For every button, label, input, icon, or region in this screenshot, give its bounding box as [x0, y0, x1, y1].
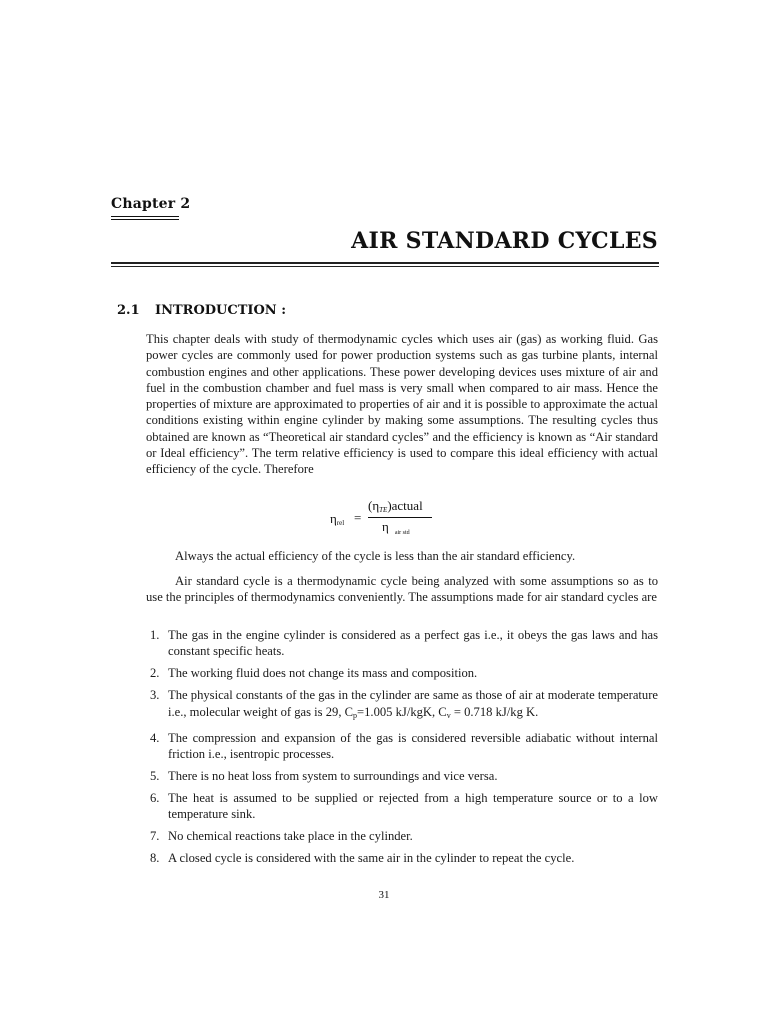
list-item-number: 8. [150, 851, 160, 866]
formula-numerator-subscript: TE [379, 506, 388, 514]
list-item [146, 627, 658, 660]
chapter-label-underline-second [111, 219, 179, 220]
list-item [146, 850, 658, 866]
formula-equals: = [354, 510, 362, 525]
list-item [146, 687, 658, 724]
title-rule-thin [111, 266, 659, 267]
section-title: INTRODUCTION : [155, 303, 287, 318]
formula-numerator: (ηTE)actual [368, 498, 423, 514]
formula-lhs-subscript: rel [336, 519, 345, 527]
list-item-number: 2. [150, 666, 160, 681]
list-item-number: 7. [150, 829, 160, 844]
list-item-number: 4. [150, 730, 160, 745]
list-item-number: 6. [150, 790, 160, 805]
cp-subscript: p [353, 710, 358, 720]
formula-lhs: ηrel [330, 511, 345, 527]
title-rule-thick [111, 262, 659, 264]
list-item-text: A closed cycle is considered with the same air in the cylinder to repeat the cycle. [168, 851, 575, 866]
cv-subscript: v [446, 710, 451, 720]
page-number: 31 [378, 889, 390, 901]
list-item-text: The working fluid does not change its mass and composition. [168, 666, 478, 681]
formula-denominator-subscript: air std [394, 530, 410, 536]
formula-fraction-bar [368, 517, 432, 518]
list-item [146, 768, 658, 784]
chapter-label: Chapter 2 [111, 196, 191, 212]
list-item-text: The physical constants of the gas in the cylinder are same as those of air at moderate temperature i.e., molecular weight of gas is 29, $C_p=1.005$ kJ/kgK, $C_v = 0.718$ kJ/kg K. [168, 688, 658, 720]
intro-paragraph: This chapter deals with study of thermodynamic cycles which uses air (gas) as working fluid. Gas power cycles are commonly used for power production systems such as gas turbine plants, internal combustion engines and other applications. These power developing devices uses mixture of air and fuel in the combustion chamber and fuel mass is very small when compared to air mass. Hence the properties of mixture are approximated to properties of air and it is possible to approximate the actual conditions existing within engine cylinder by making some assumptions. The resulting cycles thus obtained are known as “Theoretical air standard cycles” and the efficiency is known as “Air standard or Ideal efficiency”. The term relative efficiency is used to compare this ideal efficiency with actual efficiency of the cycle. Therefore [146, 332, 658, 477]
list-item-number: 3. [150, 688, 160, 703]
list-item-text: The heat is assumed to be supplied or rejected from a high temperature source or to a low temperature sink. [168, 790, 658, 822]
section-heading [117, 303, 286, 318]
list-item [146, 665, 658, 681]
section-number: 2.1 [117, 303, 140, 318]
assumption-list [146, 627, 658, 872]
list-item [146, 730, 658, 763]
paragraph-efficiency-note: Always the actual efficiency of the cycle is less than the air standard efficiency. [175, 549, 576, 563]
relative-efficiency-formula [330, 498, 450, 542]
list-item-text: The compression and expansion of the gas is considered reversible adiabatic without internal friction i.e., isentropic processes. [168, 730, 658, 761]
list-item-number: 1. [150, 628, 160, 642]
list-item-text: There is no heat loss from system to surroundings and vice versa. [168, 768, 498, 783]
chapter-label-underline [111, 216, 179, 217]
paragraph-assumptions-intro: Air standard cycle is a thermodynamic cycle being analyzed with some assumptions so as to use the principles of thermodynamics conveniently. The assumptions made for air standard cycles are [146, 574, 658, 605]
list-item [146, 828, 658, 844]
list-item-text: The gas in the engine cylinder is considered as a perfect gas i.e., it obeys the gas laws and has constant specific heats. [168, 628, 658, 659]
chapter-title: AIR STANDARD CYCLES [351, 228, 658, 254]
formula-denominator: η $_{air std}$ [382, 519, 410, 536]
list-item [146, 790, 658, 823]
list-item-text: No chemical reactions take place in the cylinder. [168, 829, 413, 844]
list-item-number: 5. [150, 768, 160, 783]
